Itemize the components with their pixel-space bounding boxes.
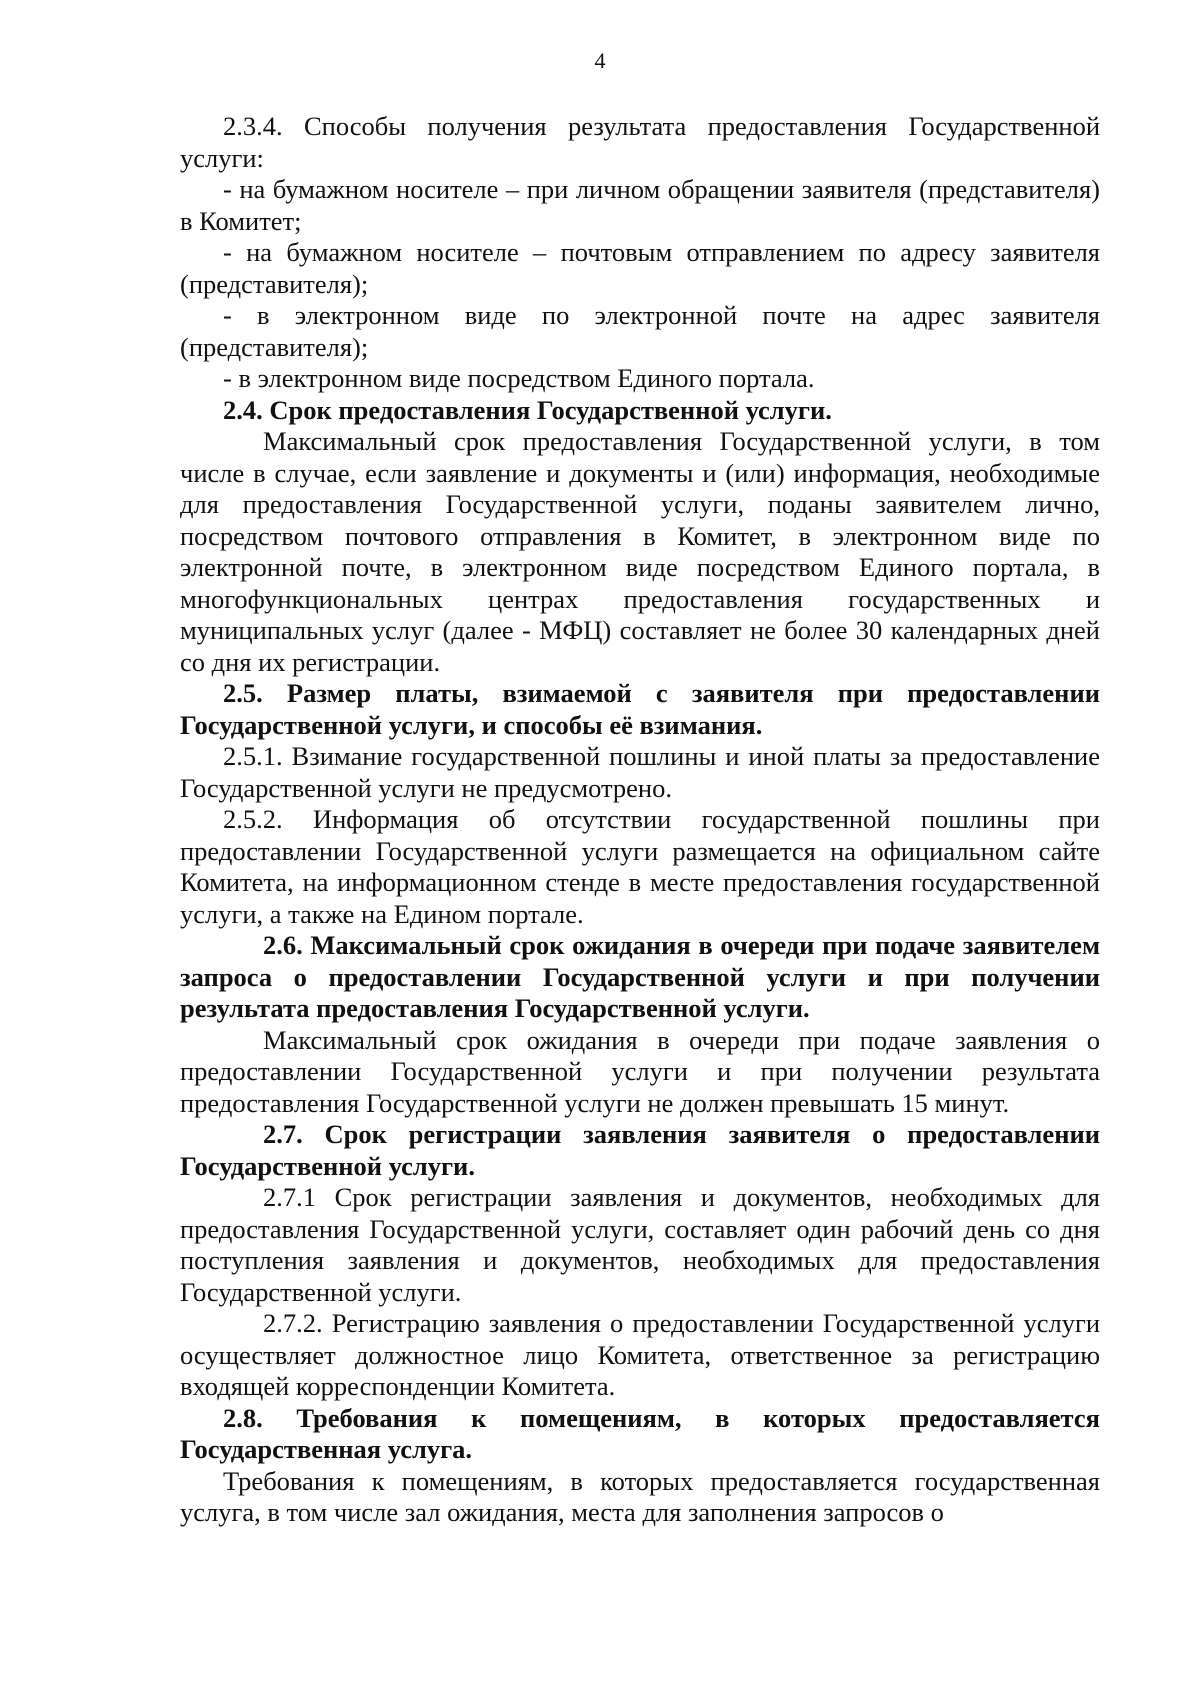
paragraph-2-8: Требования к помещениям, в которых предоставляется государственная услуга, в том числе зал ожидания, места для заполнения запросов о <box>180 1465 1100 1527</box>
section-heading-2-4: 2.4. Срок предоставления Государственной услуги. <box>223 394 832 425</box>
paragraph-2-4: Максимальный срок предоставления Государственной услуги, в том числе в случае, если заявление и документы и (или) информация, необходимые для предоставления Государственной услуги, поданы заявителем лично, посредством почтового отправления в Комитет, в электронном виде по электронной почте, в электронном виде посредством Единого портала, в многофункциональных центрах предоставления государственных и муниципальных услуг (далее - МФЦ) составляет не более 30 календарных дней со дня их регистрации. <box>180 426 1100 677</box>
list-item-electronic-portal: - в электронном виде посредством Единого портала. <box>223 363 815 393</box>
paragraph-2-5-2: 2.5.2. Информация об отсутствии государственной пошлины при предоставлении Государственной услуги размещается на официальном сайте Комитета, на информационном стенде в месте предоставления государственной услуги, а также на Едином портале. <box>180 804 1100 929</box>
list-item-electronic-email: - в электронном виде по электронной почте на адрес заявителя (представителя); <box>180 300 1100 362</box>
document-body <box>180 111 1100 1529</box>
paragraph-2-3-4: 2.3.4. Способы получения результата предоставления Государственной услуги: <box>180 111 1100 173</box>
section-heading-2-5: 2.5. Размер платы, взимаемой с заявителя при предоставлении Государственной услуги, и способы её взимания. <box>180 678 1100 740</box>
paragraph-2-6: Максимальный срок ожидания в очереди при подаче заявления о предоставлении Государственной услуги и при получении результата предоставления Государственной услуги не должен превышать 15 минут. <box>180 1024 1100 1118</box>
section-heading-2-6: 2.6. Максимальный срок ожидания в очереди при подаче заявителем запроса о предоставлении Государственной услуги и при получении результата предоставления Государственной услуги. <box>180 930 1100 1023</box>
paragraph-2-7-1: 2.7.1 Срок регистрации заявления и документов, необходимых для предоставления Государственной услуги, составляет один рабочий день со дня поступления заявления и документов, необходимых для предоставления Государственной услуги. <box>180 1182 1100 1307</box>
paragraph-2-7-2: 2.7.2. Регистрацию заявления о предоставлении Государственной услуги осуществляет должностное лицо Комитета, ответственное за регистрацию входящей корреспонденции Комитета. <box>180 1308 1100 1401</box>
paragraph-2-5-1: 2.5.1. Взимание государственной пошлины и иной платы за предоставление Государственной услуги не предусмотрено. <box>180 741 1100 803</box>
page-number: 4 <box>594 48 606 73</box>
section-heading-2-7: 2.7. Срок регистрации заявления заявителя о предоставлении Государственной услуги. <box>180 1119 1100 1181</box>
list-item-paper-by-mail: - на бумажном носителе – почтовым отправлением по адресу заявителя (представителя); <box>180 237 1100 299</box>
section-heading-2-8: 2.8. Требования к помещениям, в которых предоставляется Государственная услуга. <box>180 1402 1100 1464</box>
list-item-paper-in-person: - на бумажном носителе – при личном обращении заявителя (представителя) в Комитет; <box>180 174 1100 236</box>
